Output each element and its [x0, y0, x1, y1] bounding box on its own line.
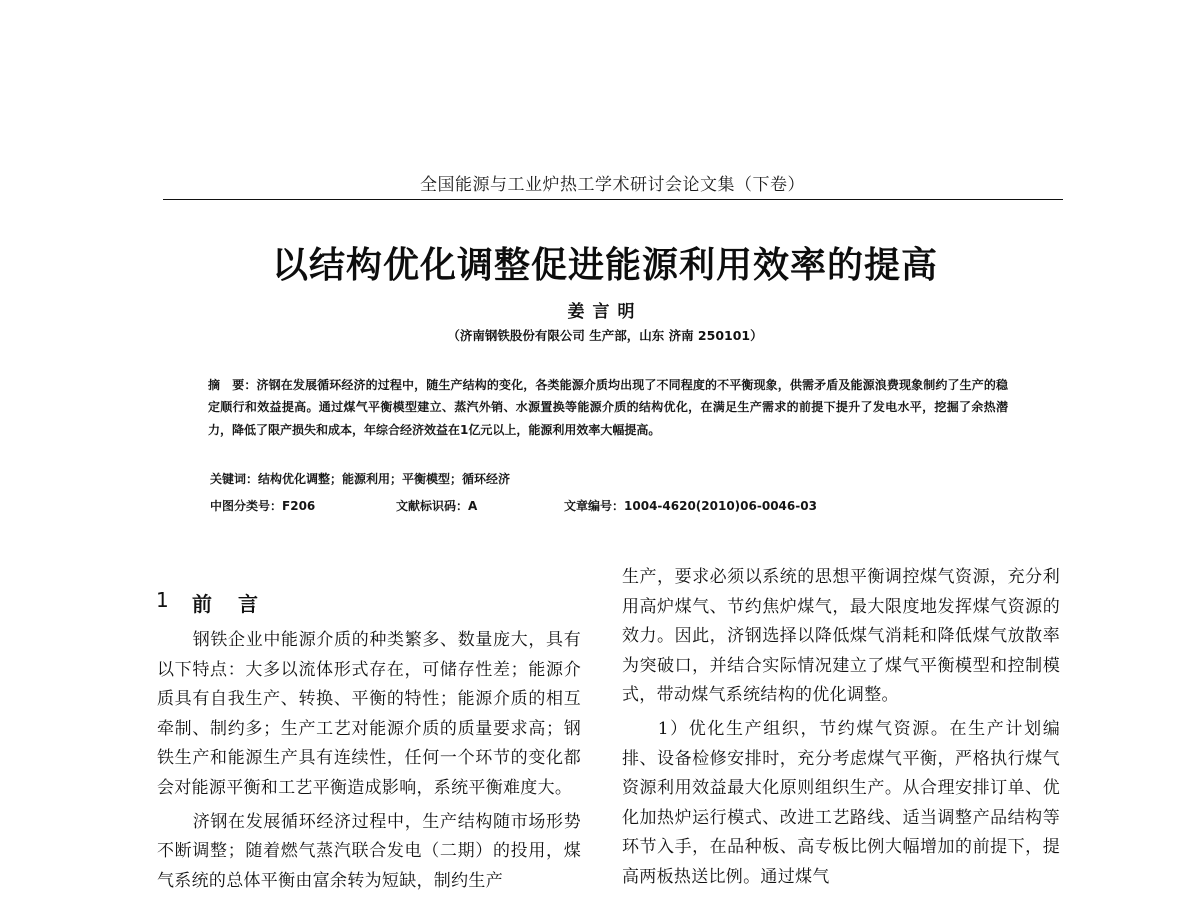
doc-code-label: 文献标识码：	[396, 499, 469, 513]
clc-value: F206	[282, 499, 316, 513]
keywords-text: 结构优化调整；能源利用；平衡模型；循环经济	[258, 472, 511, 486]
running-header: 全国能源与工业炉热工学术研讨会论文集（下卷）	[420, 175, 805, 195]
paper-title: 以结构优化调整促进能源利用效率的提高	[271, 245, 938, 286]
document-code	[396, 497, 477, 514]
article-no-label: 文章编号：	[564, 499, 625, 513]
right-paragraph-2: 1）优化生产组织，节约煤气资源。在生产计划编排、设备检修安排时，充分考虑煤气平衡，严格执行煤气资源利用效益最大化原则组织生产。从合理安排订单、优化加热炉运行模式、改进工艺路线、适当调整产品结构等环节入手，在品种板、高专板比例大幅增加的前提下，提高两板热送比例。通过煤气	[622, 718, 1060, 887]
abstract-label: 摘 要：	[208, 378, 257, 392]
header-rule	[163, 199, 1063, 200]
abstract-text: 济钢在发展循环经济的过程中，随生产结构的变化，各类能源介质均出现了不同程度的不平衡现象，供需矛盾及能源浪费现象制约了生产的稳定顺行和效益提高。通过煤气平衡模型建立、蒸汽外销、水源置换等能源介质的结构优化，在满足生产需求的前提下提升了发电水平，挖掘了余热潜力，降低了限产损失和成本，年综合经济效益在1亿元以上，能源利用效率大幅提高。	[208, 378, 1008, 437]
left-column	[157, 626, 581, 896]
clc-label: 中图分类号：	[210, 499, 283, 513]
doc-code-value: A	[468, 499, 478, 513]
section-heading: 前言	[192, 592, 284, 616]
right-column	[622, 563, 1060, 893]
author-affiliation: （济南钢铁股份有限公司 生产部，山东 济南 250101）	[447, 328, 763, 343]
abstract	[208, 374, 1008, 441]
keywords-row	[210, 470, 510, 487]
left-paragraph-1: 钢铁企业中能源介质的种类繁多、数量庞大，具有以下特点：大多以流体形式存在，可储存性差；能源介质具有自我生产、转换、平衡的特性；能源介质的相互牵制、制约多；生产工艺对能源介质的质量要求高；钢铁生产和能源生产具有连续性，任何一个环节的变化都会对能源平衡和工艺平衡造成影响，系统平衡难度大。	[157, 630, 581, 798]
keywords-label: 关键词：	[210, 472, 259, 486]
left-paragraph-2: 济钢在发展循环经济过程中，生产结构随市场形势不断调整；随着燃气蒸汽联合发电（二期）的投用，煤气系统的总体平衡由富余转为短缺，制约生产	[157, 811, 581, 891]
clc-number	[210, 497, 315, 514]
author-name: 姜言明	[567, 302, 643, 322]
right-paragraph-1: 生产，要求必须以系统的思想平衡调控煤气资源，充分利用高炉煤气、节约焦炉煤气，最大限度地发挥煤气资源的效力。因此，济钢选择以降低煤气消耗和降低煤气放散率为突破口，并结合实际情况建立了煤气平衡模型和控制模式，带动煤气系统结构的优化调整。	[622, 567, 1060, 706]
article-number	[564, 497, 817, 514]
section-number: 1	[156, 588, 169, 612]
article-no-value: 1004-4620(2010)06-0046-03	[624, 499, 817, 513]
